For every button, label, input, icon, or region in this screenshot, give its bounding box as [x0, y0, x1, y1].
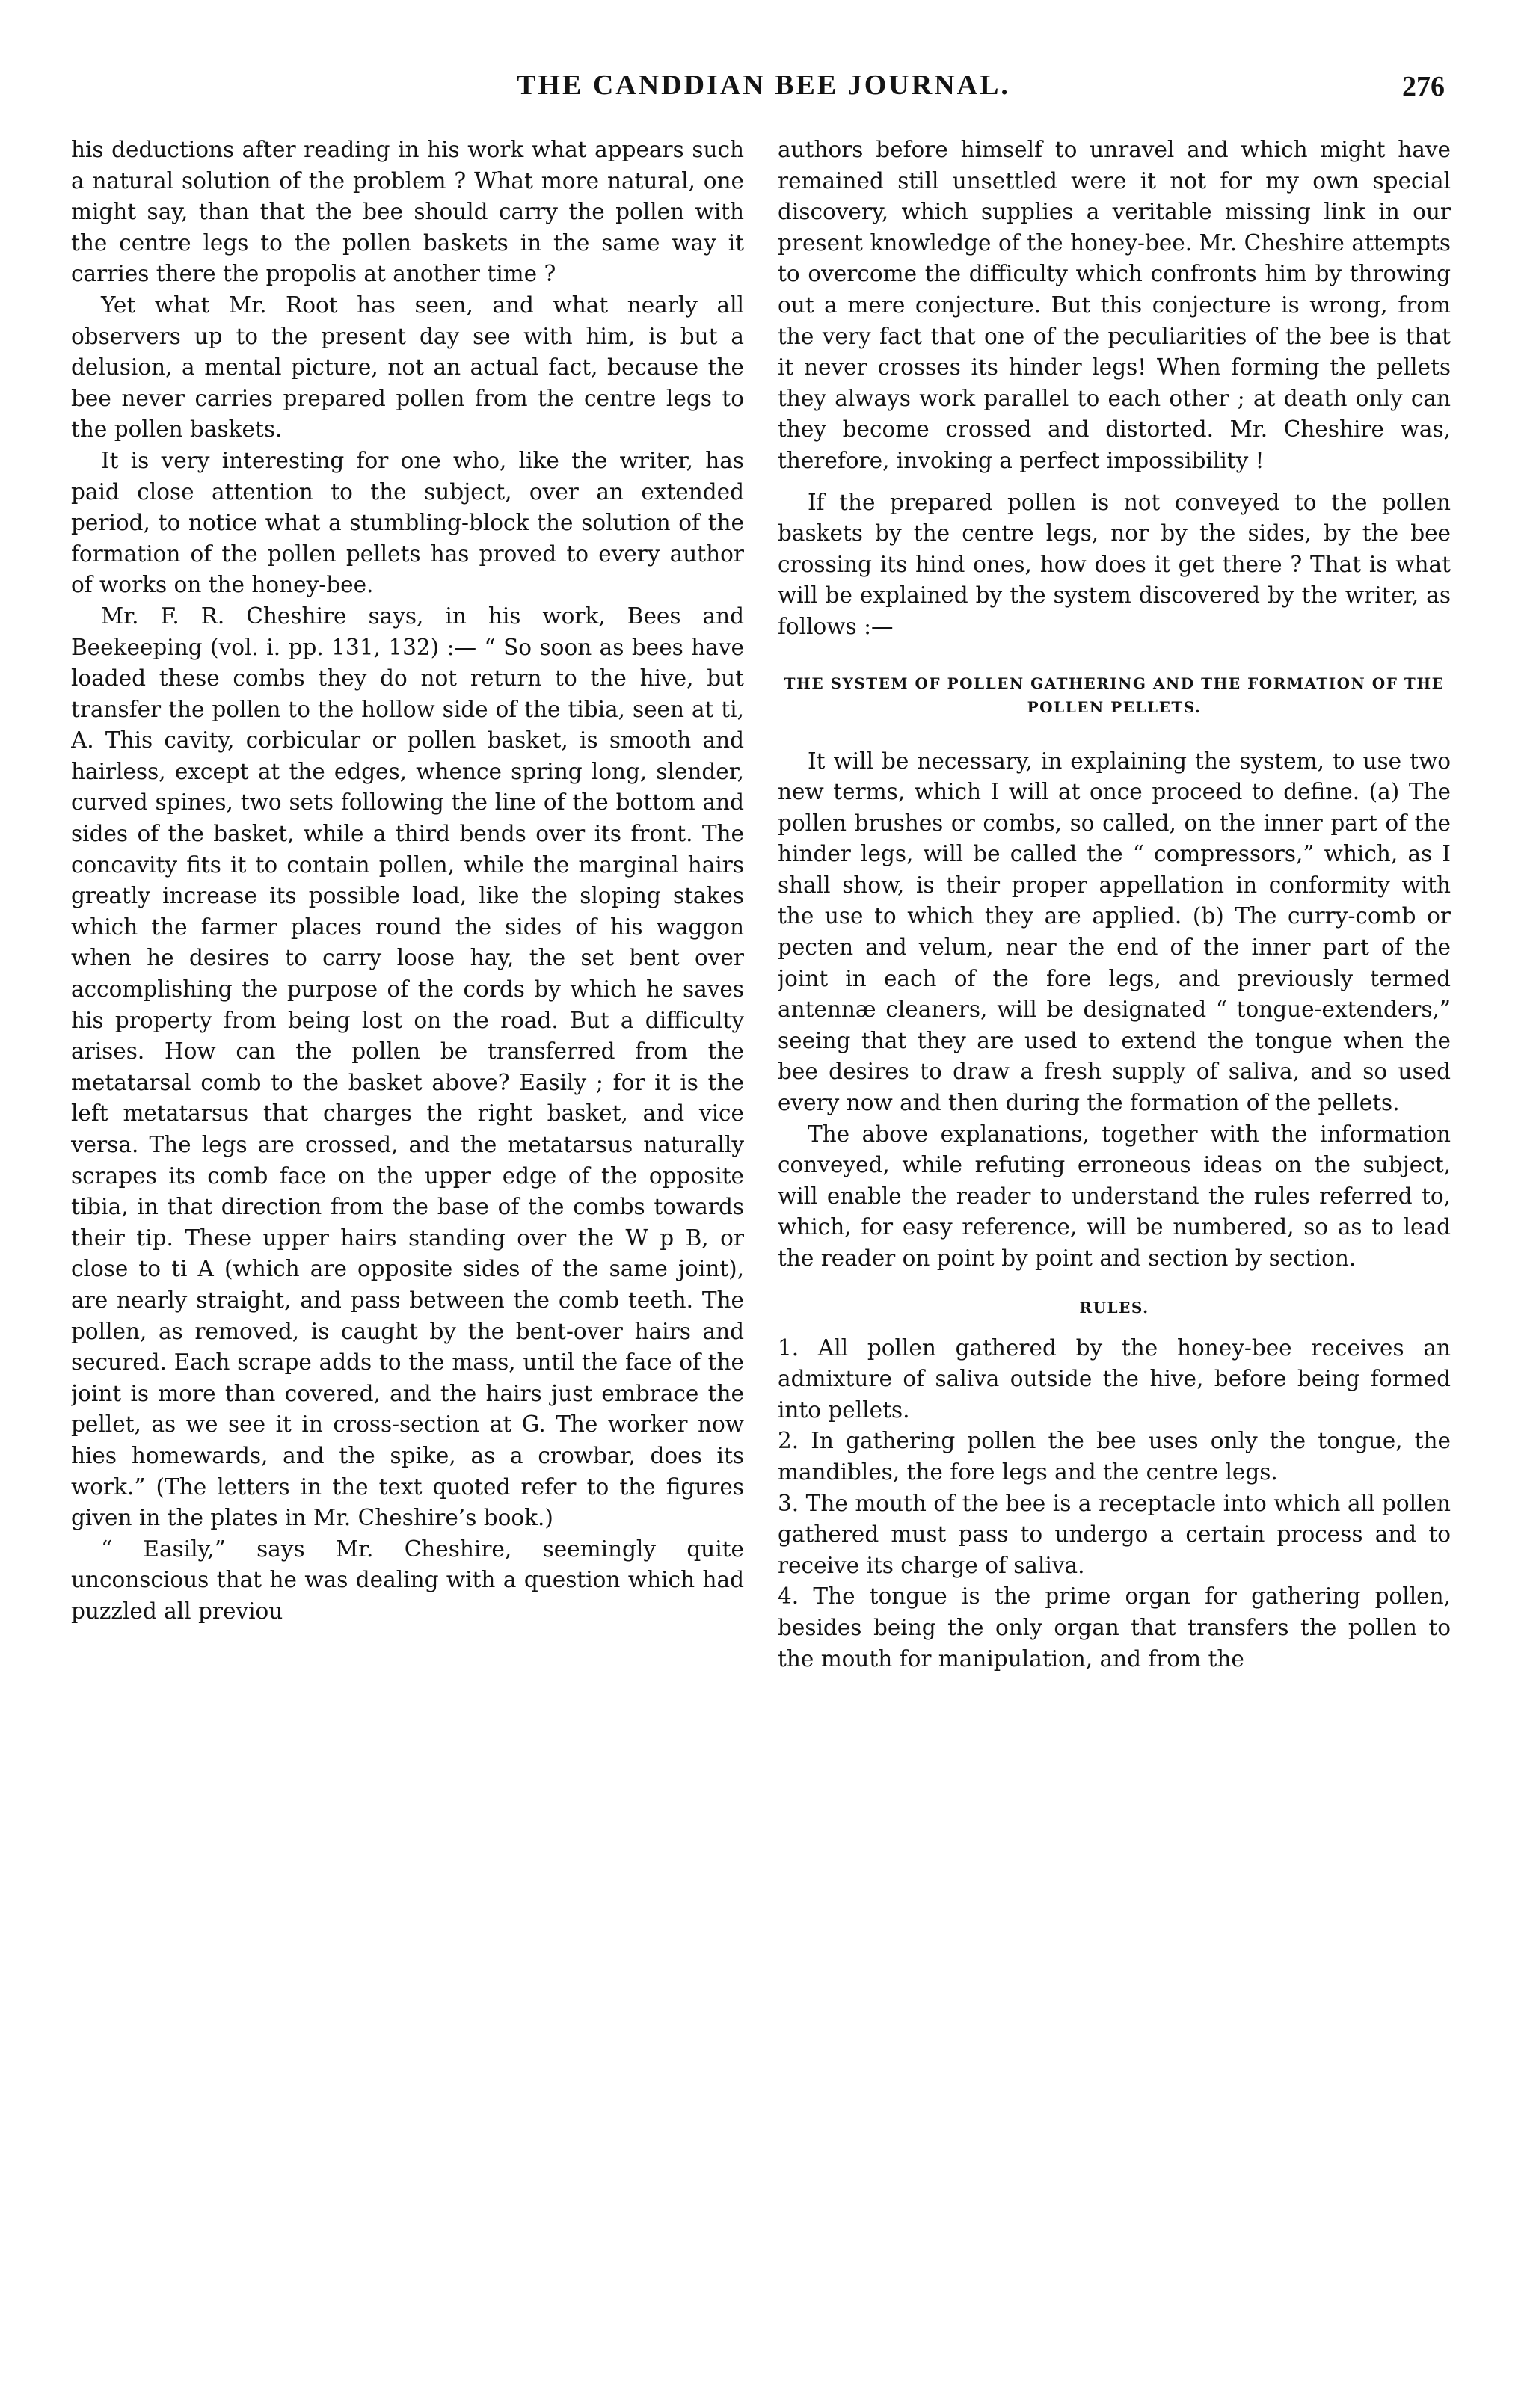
- paragraph: Yet what Mr. Root has seen, and what nearly all observers up to the present day see with him, is but a delusion, a mental picture, not an actual fact, because the bee never carries prepared pollen from the centre legs to the pollen baskets.: [71, 292, 744, 443]
- left-column: [71, 135, 744, 2370]
- rule-item: 4. The tongue is the prime organ for gathering pollen, besides being the only organ that transfers the pollen to the mouth for manipulation, and from the: [778, 1583, 1451, 1672]
- paragraph: It is very interesting for one who, like the writer, has paid close attention to the subject, over an extended period, to notice what a stumbling-block the solution of the formation of the pollen pellets has proved to every author of works on the honey-bee.: [71, 447, 744, 598]
- paragraph: The above explanations, together with the information conveyed, while refuting erroneous ideas on the subject, will enable the reader to understand the rules referred to, which, for easy reference, will be numbered, so as to lead the reader on point by point and section by section.: [778, 1121, 1451, 1271]
- rule-item: 1. All pollen gathered by the honey-bee receives an admixture of saliva outside the hive, before being formed into pellets.: [778, 1334, 1451, 1423]
- paragraph: authors before himself to unravel and which might have remained still unsettled were it not for my own special discovery, which supplies a veritable missing link in our present knowledge of the honey-bee. Mr. Cheshire attempts to overcome the difficulty which confronts him by throwing out a mere conjecture. But this conjecture is wrong, from the very fact that one of the peculiarities of the bee is that it never crosses its hinder legs! When forming the pellets they always work parallel to each other ; at death only can they become crossed and distorted. Mr. Cheshire was, therefore, invoking a perfect impossibility !: [778, 137, 1451, 473]
- paragraph: If the prepared pollen is not conveyed to the pollen baskets by the centre legs, nor by the sides, by the bee crossing its hind ones, how does it get there ? That is what will be explained by the system discovered by the writer, as follows :—: [778, 489, 1451, 639]
- paragraph: his deductions after reading in his work what appears such a natural solution of the problem ? What more natural, one might say, than that the bee should carry the pollen with the centre legs to the pollen baskets in the same way it carries there the propolis at another time ?: [71, 137, 744, 287]
- right-column: [778, 135, 1451, 2370]
- page-number: 276: [1402, 71, 1445, 102]
- rule-item: 3. The mouth of the bee is a receptacle into which all pollen gathered must pass to undergo a certain process and to receive its charge of saliva.: [778, 1490, 1451, 1578]
- paragraph: “ Easily,” says Mr. Cheshire, seemingly quite unconscious that he was dealing with a question which had puzzled all previou: [71, 1536, 744, 1624]
- rules-heading: RULES.: [1079, 1298, 1149, 1317]
- journal-title: THE CANDDIAN BEE JOURNAL.: [517, 70, 1010, 101]
- section-heading: THE SYSTEM OF POLLEN GATHERING AND THE FORMATION OF THE POLLEN PELLETS.: [784, 674, 1445, 716]
- paragraph: It will be necessary, in explaining the system, to use two new terms, which I will at once proceed to define. (a) The pollen brushes or combs, so called, on the inner part of the hinder legs, will be called the “ compressors,” which, as I shall show, is their proper appellation in conformity with the use to which they are applied. (b) The curry-comb or pecten and velum, near the end of the inner part of the joint in each of the fore legs, and previously termed antennæ cleaners, will be designated “ tongue-extenders,” seeing that they are used to extend the tongue when the bee desires to draw a fresh supply of saliva, and so used every now and then during the formation of the pellets.: [778, 748, 1451, 1116]
- rule-item: 2. In gathering pollen the bee uses only the tongue, the mandibles, the fore legs and the centre legs.: [778, 1428, 1451, 1485]
- paragraph: Mr. F. R. Cheshire says, in his work, Bees and Beekeeping (vol. i. pp. 131, 132) :— “ So soon as bees have loaded these combs they do not return to the hive, but transfer the pollen to the hollow side of the tibia, seen at ti, A. This cavity, corbicular or pollen basket, is smooth and hairless, except at the edges, whence spring long, slender, curved spines, two sets following the line of the bottom and sides of the basket, while a third bends over its front. The concavity fits it to contain pollen, while the marginal hairs greatly increase its possible load, like the sloping stakes which the farmer places round the sides of his waggon when he desires to carry loose hay, the set bent over accomplishing the purpose of the cords by which he saves his property from being lost on the road. But a difficulty arises. How can the pollen be transferred from the metatarsal comb to the basket above? Easily ; for it is the left metatarsus that charges the right basket, and vice versa. The legs are crossed, and the metatarsus naturally scrapes its comb face on the upper edge of the opposite tibia, in that direction from the base of the combs towards their tip. These upper hairs standing over the W p B, or close to ti A (which are opposite sides of the same joint), are nearly straight, and pass between the comb teeth. The pollen, as removed, is caught by the bent-over hairs and secured. Each scrape adds to the mass, until the face of the joint is more than covered, and the hairs just embrace the pellet, as we see it in cross-section at G. The worker now hies homewards, and the spike, as a crowbar, does its work.” (The letters in the text quoted refer to the figures given in the plates in Mr. Cheshire’s book.): [71, 603, 744, 1531]
